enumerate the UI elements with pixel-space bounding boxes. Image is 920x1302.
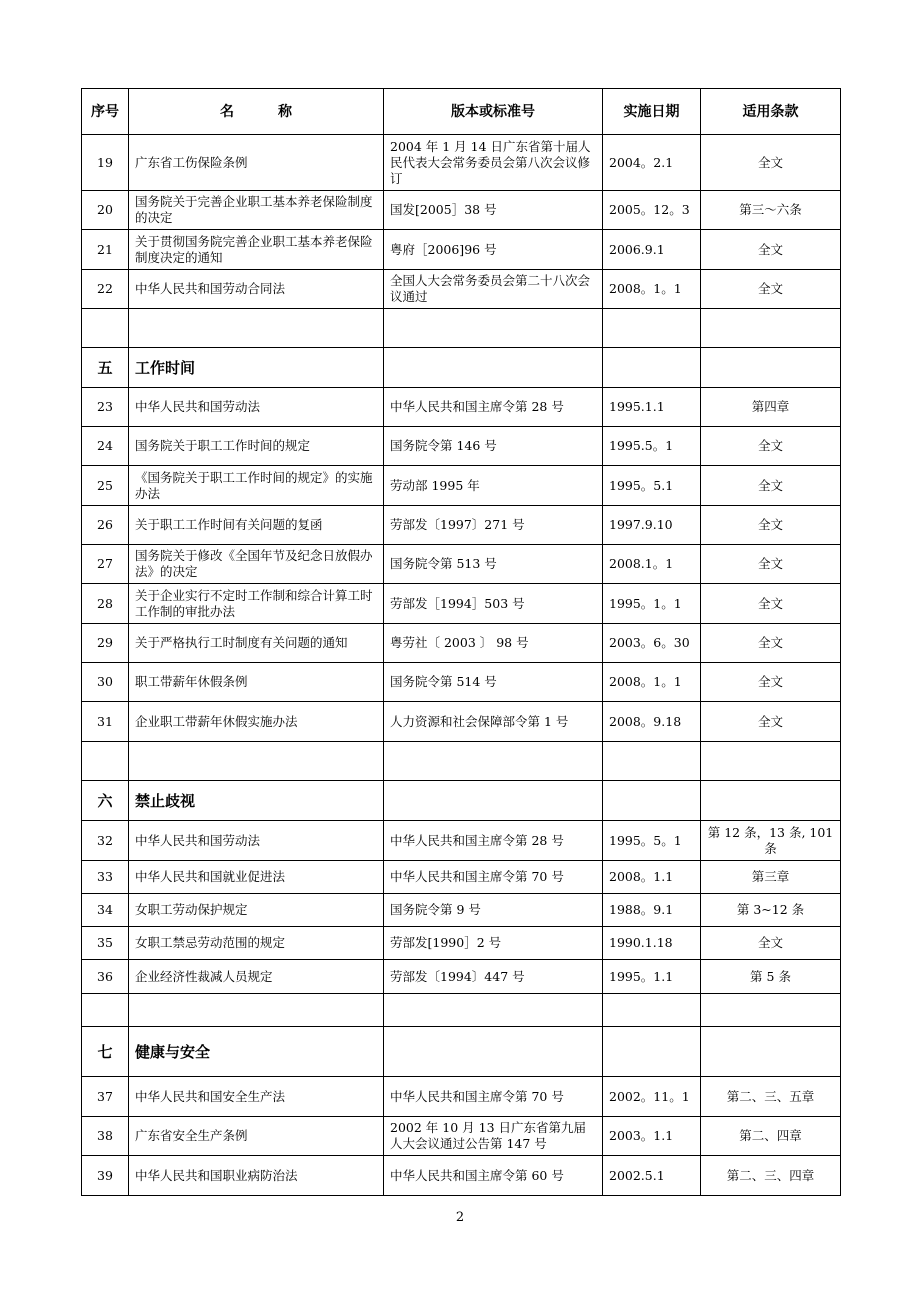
regulation-name: 广东省工伤保险条例: [129, 135, 384, 191]
row-number: 38: [82, 1117, 129, 1156]
applicable-articles: 全文: [701, 466, 841, 506]
header-name-b: 称: [278, 103, 292, 120]
regulation-name: 中华人民共和国职业病防治法: [129, 1156, 384, 1196]
blank-cell: [384, 1027, 603, 1077]
regulation-name: 中华人民共和国就业促进法: [129, 861, 384, 894]
table-header-row: [82, 89, 841, 135]
blank-cell: [603, 781, 701, 821]
table-body: [82, 135, 841, 1196]
applicable-articles: 第 3~12 条: [701, 894, 841, 927]
applicable-articles: 全文: [701, 427, 841, 466]
blank-cell: [384, 309, 603, 348]
blank-cell: [384, 994, 603, 1027]
regulation-name: 《国务院关于职工工作时间的规定》的实施办法: [129, 466, 384, 506]
version-number: 全国人大会常务委员会第二十八次会议通过: [384, 270, 603, 309]
version-number: 劳部发〔1997〕271 号: [384, 506, 603, 545]
applicable-articles: 第二、三、四章: [701, 1156, 841, 1196]
header-articles: 适用条款: [701, 89, 841, 135]
row-number: 32: [82, 821, 129, 861]
blank-cell: [603, 348, 701, 388]
effective-date: 2003。6。30: [603, 624, 701, 663]
table-row: [82, 584, 841, 624]
version-number: 国务院令第 9 号: [384, 894, 603, 927]
effective-date: 2004。2.1: [603, 135, 701, 191]
blank-cell: [701, 781, 841, 821]
row-number: 21: [82, 230, 129, 270]
blank-cell: [701, 1027, 841, 1077]
blank-cell: [129, 994, 384, 1027]
row-number: 26: [82, 506, 129, 545]
row-number: 22: [82, 270, 129, 309]
row-number: 31: [82, 702, 129, 742]
row-number: 33: [82, 861, 129, 894]
regulation-name: 关于贯彻国务院完善企业职工基本养老保险制度决定的通知: [129, 230, 384, 270]
effective-date: 1995。1。1: [603, 584, 701, 624]
regulation-name: 关于企业实行不定时工作制和综合计算工时工作制的审批办法: [129, 584, 384, 624]
table-row: [82, 960, 841, 994]
applicable-articles: 全文: [701, 270, 841, 309]
effective-date: 1990.1.18: [603, 927, 701, 960]
table-row: [82, 702, 841, 742]
table-row: [82, 388, 841, 427]
table-row: [82, 135, 841, 191]
table-row: [82, 191, 841, 230]
row-number: 30: [82, 663, 129, 702]
version-number: 中华人民共和国主席令第 70 号: [384, 861, 603, 894]
blank-cell: [129, 742, 384, 781]
blank-cell: [603, 742, 701, 781]
blank-cell: [701, 742, 841, 781]
version-number: 国务院令第 146 号: [384, 427, 603, 466]
section-title: 禁止歧视: [129, 781, 384, 821]
version-number: 劳部发〔1994〕447 号: [384, 960, 603, 994]
table-row: [82, 821, 841, 861]
blank-cell: [701, 994, 841, 1027]
blank-cell: [603, 309, 701, 348]
section-title: 工作时间: [129, 348, 384, 388]
table-row: [82, 466, 841, 506]
regulation-name: 广东省安全生产条例: [129, 1117, 384, 1156]
table-row: [82, 624, 841, 663]
section-number: 六: [82, 781, 129, 821]
effective-date: 2008。1.1: [603, 861, 701, 894]
header-version: 版本或标准号: [384, 89, 603, 135]
effective-date: 2008。9.18: [603, 702, 701, 742]
applicable-articles: 全文: [701, 584, 841, 624]
applicable-articles: 全文: [701, 702, 841, 742]
regulation-name: 中华人民共和国劳动法: [129, 388, 384, 427]
version-number: 国务院令第 513 号: [384, 545, 603, 584]
row-number: 27: [82, 545, 129, 584]
regulation-name: 关于职工工作时间有关问题的复函: [129, 506, 384, 545]
effective-date: 1995。5.1: [603, 466, 701, 506]
blank-cell: [384, 742, 603, 781]
regulation-name: 中华人民共和国劳动合同法: [129, 270, 384, 309]
applicable-articles: 第四章: [701, 388, 841, 427]
table-row: [82, 230, 841, 270]
blank-row: [82, 742, 841, 781]
applicable-articles: 第二、三、五章: [701, 1077, 841, 1117]
applicable-articles: 全文: [701, 135, 841, 191]
table-row: [82, 927, 841, 960]
section-title: 健康与安全: [129, 1027, 384, 1077]
version-number: 2004 年 1 月 14 日广东省第十届人民代表大会常务委员会第八次会议修订: [384, 135, 603, 191]
table-row: [82, 506, 841, 545]
regulation-name: 中华人民共和国劳动法: [129, 821, 384, 861]
blank-cell: [701, 309, 841, 348]
table-row: [82, 894, 841, 927]
row-number: 37: [82, 1077, 129, 1117]
applicable-articles: 第 5 条: [701, 960, 841, 994]
effective-date: 1995.1.1: [603, 388, 701, 427]
version-number: 粤劳社〔 2003 〕 98 号: [384, 624, 603, 663]
version-number: 中华人民共和国主席令第 28 号: [384, 821, 603, 861]
blank-cell: [701, 348, 841, 388]
effective-date: 2005。12。3: [603, 191, 701, 230]
regulation-name: 企业经济性裁减人员规定: [129, 960, 384, 994]
regulations-table: [81, 88, 841, 1196]
section-row: [82, 348, 841, 388]
version-number: 2002 年 10 月 13 日广东省第九届人大会议通过公告第 147 号: [384, 1117, 603, 1156]
regulation-name: 关于严格执行工时制度有关问题的通知: [129, 624, 384, 663]
version-number: 劳部发[1990］2 号: [384, 927, 603, 960]
table-row: [82, 1156, 841, 1196]
section-row: [82, 1027, 841, 1077]
effective-date: 2002。11。1: [603, 1077, 701, 1117]
version-number: 劳动部 1995 年: [384, 466, 603, 506]
row-number: 24: [82, 427, 129, 466]
row-number: 28: [82, 584, 129, 624]
effective-date: 2003。1.1: [603, 1117, 701, 1156]
version-number: 中华人民共和国主席令第 60 号: [384, 1156, 603, 1196]
blank-row: [82, 309, 841, 348]
regulation-name: 女职工禁忌劳动范围的规定: [129, 927, 384, 960]
effective-date: 2006.9.1: [603, 230, 701, 270]
applicable-articles: 全文: [701, 663, 841, 702]
table-row: [82, 861, 841, 894]
table-row: [82, 1117, 841, 1156]
version-number: 国发[2005］38 号: [384, 191, 603, 230]
version-number: 国务院令第 514 号: [384, 663, 603, 702]
version-number: 粤府［2006]96 号: [384, 230, 603, 270]
header-name-a: 名: [220, 103, 234, 120]
blank-cell: [384, 781, 603, 821]
blank-cell: [384, 348, 603, 388]
header-name: [129, 89, 384, 135]
version-number: 中华人民共和国主席令第 70 号: [384, 1077, 603, 1117]
effective-date: 1995.5。1: [603, 427, 701, 466]
regulation-name: 女职工劳动保护规定: [129, 894, 384, 927]
row-number: 36: [82, 960, 129, 994]
effective-date: 1997.9.10: [603, 506, 701, 545]
section-row: [82, 781, 841, 821]
row-number: 19: [82, 135, 129, 191]
applicable-articles: 全文: [701, 506, 841, 545]
header-no: 序号: [82, 89, 129, 135]
table-row: [82, 270, 841, 309]
blank-cell: [603, 994, 701, 1027]
table-row: [82, 545, 841, 584]
row-number: 25: [82, 466, 129, 506]
row-number: 34: [82, 894, 129, 927]
regulation-name: 职工带薪年休假条例: [129, 663, 384, 702]
applicable-articles: 第二、四章: [701, 1117, 841, 1156]
row-number: 20: [82, 191, 129, 230]
regulation-name: 中华人民共和国安全生产法: [129, 1077, 384, 1117]
version-number: 劳部发［1994］503 号: [384, 584, 603, 624]
row-number: 23: [82, 388, 129, 427]
applicable-articles: 全文: [701, 230, 841, 270]
blank-cell: [82, 742, 129, 781]
effective-date: 2008.1。1: [603, 545, 701, 584]
table-row: [82, 1077, 841, 1117]
row-number: 39: [82, 1156, 129, 1196]
applicable-articles: 第 12 条，13 条, 101 条: [701, 821, 841, 861]
blank-cell: [82, 309, 129, 348]
regulation-name: 国务院关于职工工作时间的规定: [129, 427, 384, 466]
effective-date: 2008。1。1: [603, 270, 701, 309]
blank-row: [82, 994, 841, 1027]
regulation-name: 企业职工带薪年休假实施办法: [129, 702, 384, 742]
header-date: 实施日期: [603, 89, 701, 135]
table-row: [82, 663, 841, 702]
regulation-name: 国务院关于修改《全国年节及纪念日放假办法》的决定: [129, 545, 384, 584]
page-number: 2: [455, 1210, 465, 1225]
row-number: 35: [82, 927, 129, 960]
effective-date: 1988。9.1: [603, 894, 701, 927]
applicable-articles: 第三章: [701, 861, 841, 894]
applicable-articles: 第三～六条: [701, 191, 841, 230]
section-number: 五: [82, 348, 129, 388]
effective-date: 1995。5。1: [603, 821, 701, 861]
regulation-name: 国务院关于完善企业职工基本养老保险制度的决定: [129, 191, 384, 230]
effective-date: 2008。1。1: [603, 663, 701, 702]
blank-cell: [129, 309, 384, 348]
section-number: 七: [82, 1027, 129, 1077]
effective-date: 2002.5.1: [603, 1156, 701, 1196]
blank-cell: [82, 994, 129, 1027]
blank-cell: [603, 1027, 701, 1077]
version-number: 人力资源和社会保障部令第 1 号: [384, 702, 603, 742]
applicable-articles: 全文: [701, 927, 841, 960]
applicable-articles: 全文: [701, 624, 841, 663]
version-number: 中华人民共和国主席令第 28 号: [384, 388, 603, 427]
table-row: [82, 427, 841, 466]
row-number: 29: [82, 624, 129, 663]
applicable-articles: 全文: [701, 545, 841, 584]
effective-date: 1995。1.1: [603, 960, 701, 994]
